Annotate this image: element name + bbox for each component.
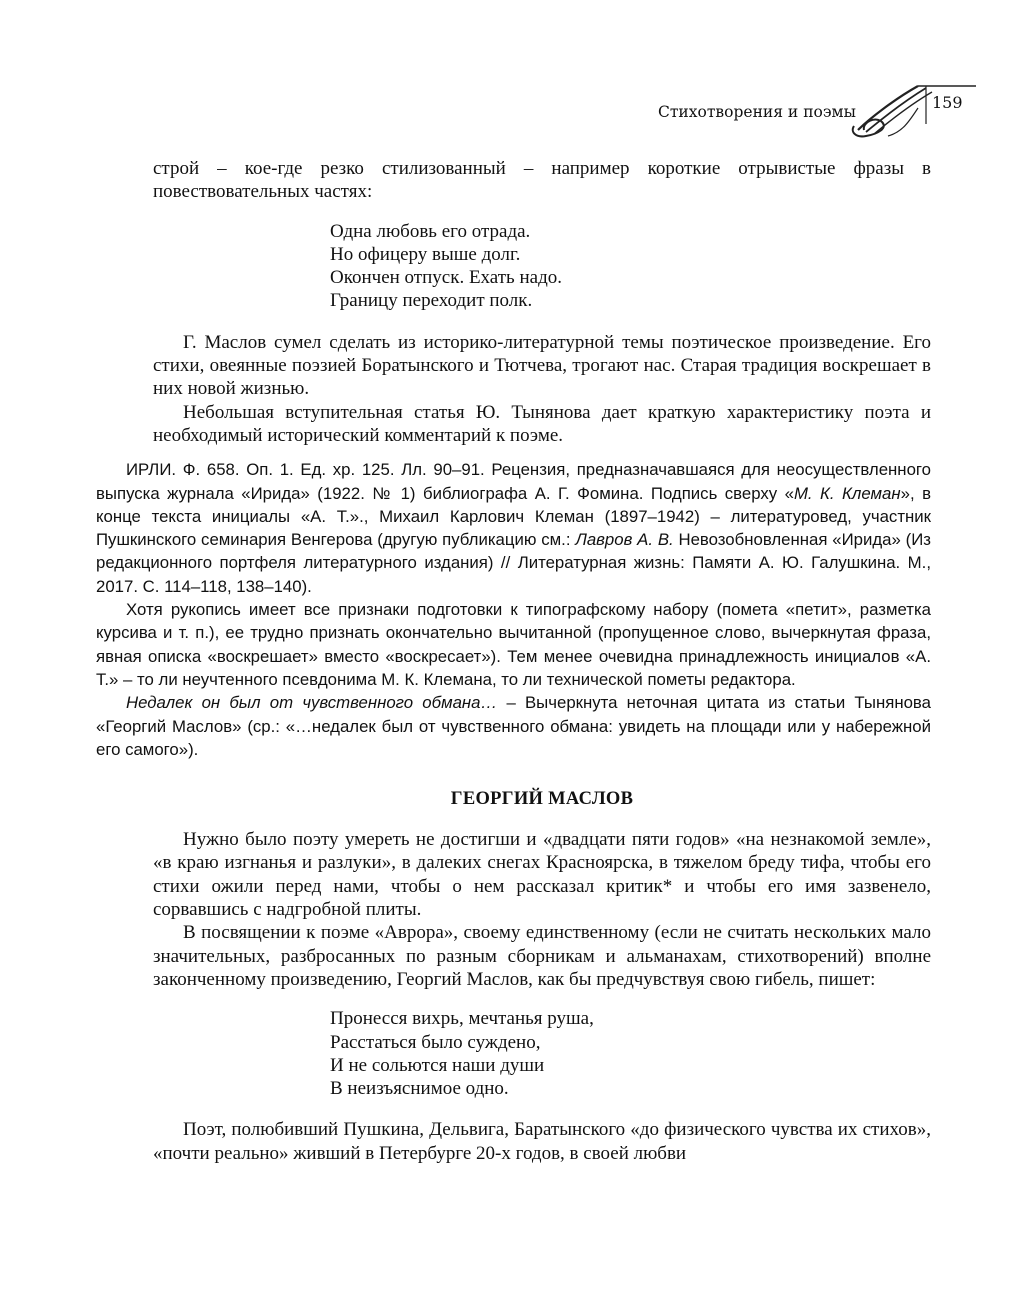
page-number: 159 — [932, 93, 963, 112]
running-title: Стихотворения и поэмы — [658, 103, 856, 121]
section-article — [153, 828, 931, 1165]
page-header — [0, 0, 1016, 150]
paragraph: В посвящении к поэме «Аврора», своему единственному (если не считать нескольких мало значительных, разбросанных по разным сборникам и альманахам, стихотворений) вполне законченному произведению, Георгий Маслов, как бы предчувствуя свою гибель, пишет: — [153, 922, 931, 990]
commentary-text: Невозобновленная «Ирида» (Из редакционного портфеля литературного издания) // Литературная жизнь: Памяти А. Ю. Галушкина. М., 2017. С. 114–118, 138–140). — [96, 530, 931, 596]
commentary-text: », в конце текста инициалы «А. Т.»., Михаил Карлович Клеман (1897–1942) – литературовед, участник Пушкинского семинария Венгерова (другую публикацию см.: — [96, 483, 931, 550]
verse-line: Расстаться было суждено, — [330, 1031, 541, 1053]
paragraph: Небольшая вступительная статья Ю. Тынянова дает краткую характеристику поэта и необходимый исторический комментарий к поэме. — [153, 401, 931, 446]
paragraph: Поэт, полюбивший Пушкина, Дельвига, Баратынского «до физического чувства их стихов», «почти реально» живший в Петербурге 20-х годов, в своей любви — [153, 1119, 931, 1164]
verse-line: И не сольются наши души — [330, 1054, 545, 1076]
page-content — [96, 157, 931, 1165]
verse-quote — [330, 1007, 931, 1100]
commentary-paragraph: Хотя рукопись имеет все признаки подготовки к типографскому набору (помета «петит», разметка курсива и т. п.), ее трудно признать окончательно вычитанной (пропущенное слово, вычеркнутая фраза, явная описка «воскрешает» вместо «воскресает»). Тем менее очевидна принадлежность инициалов «А. Т.» – то ли неучтенного псевдонима М. К. Клемана, то ли технической пометы редактора. — [96, 600, 931, 689]
commentary-italic: Лавров А. В. — [575, 530, 674, 550]
commentary-text: – Вычеркнута неточная цитата из статьи Тынянова «Георгий Маслов» (ср.: «…недалек был от чувственного обмана: увидеть на площади или у набережной его самого»). — [96, 693, 931, 759]
section-review-end — [153, 157, 931, 447]
verse-line: Но офицеру выше долг. — [330, 243, 521, 265]
commentary-paragraph — [96, 691, 931, 761]
verse-line: Одна любовь его отрада. — [330, 220, 531, 242]
commentary-block — [96, 458, 931, 761]
verse-quote — [330, 220, 931, 313]
verse-line: Пронесся вихрь, мечтанья руша, — [330, 1008, 594, 1030]
paragraph: Г. Маслов сумел сделать из историко-литературной темы поэтическое произведение. Его стихи, овеянные поэзией Боратынского и Тютчева, трогают нас. Старая традиция воскрешает в них новой жизнью. — [153, 331, 931, 400]
verse-line: Окончен отпуск. Ехать надо. — [330, 267, 562, 289]
paragraph: Нужно было поэту умереть не достигши и «двадцати пяти годов» «на незнакомой земле», «в краю изгнанья и разлуки», в далеких снегах Красноярска, в тяжелом бреду тифа, чтобы его стихи ожили перед нами, чтобы о нем рассказал критик* и чтобы его имя зазвенело, сорвавшись с надгробной плиты. — [153, 829, 931, 921]
commentary-italic: Недалек он был от чувственного обмана… — [126, 693, 498, 713]
verse-line: Границу переходит полк. — [330, 290, 533, 312]
verse-line: В неизъяснимое одно. — [330, 1078, 509, 1100]
commentary-italic: М. К. Клеман — [793, 483, 901, 503]
commentary-paragraph — [96, 458, 931, 598]
paragraph: строй – кое-где резко стилизованный – например короткие отрывистые фразы в повествовательных частях: — [153, 158, 931, 203]
commentary-text: ИРЛИ. Ф. 658. Оп. 1. Ед. хр. 125. Лл. 90–91. Рецензия, предназначавшаяся для неосуществленного выпуска журнала «Ирида» (1922. № 1) библиографа А. Г. Фомина. Подпись сверху « — [96, 460, 931, 503]
section-heading: ГЕОРГИЙ МАСЛОВ — [450, 789, 634, 810]
